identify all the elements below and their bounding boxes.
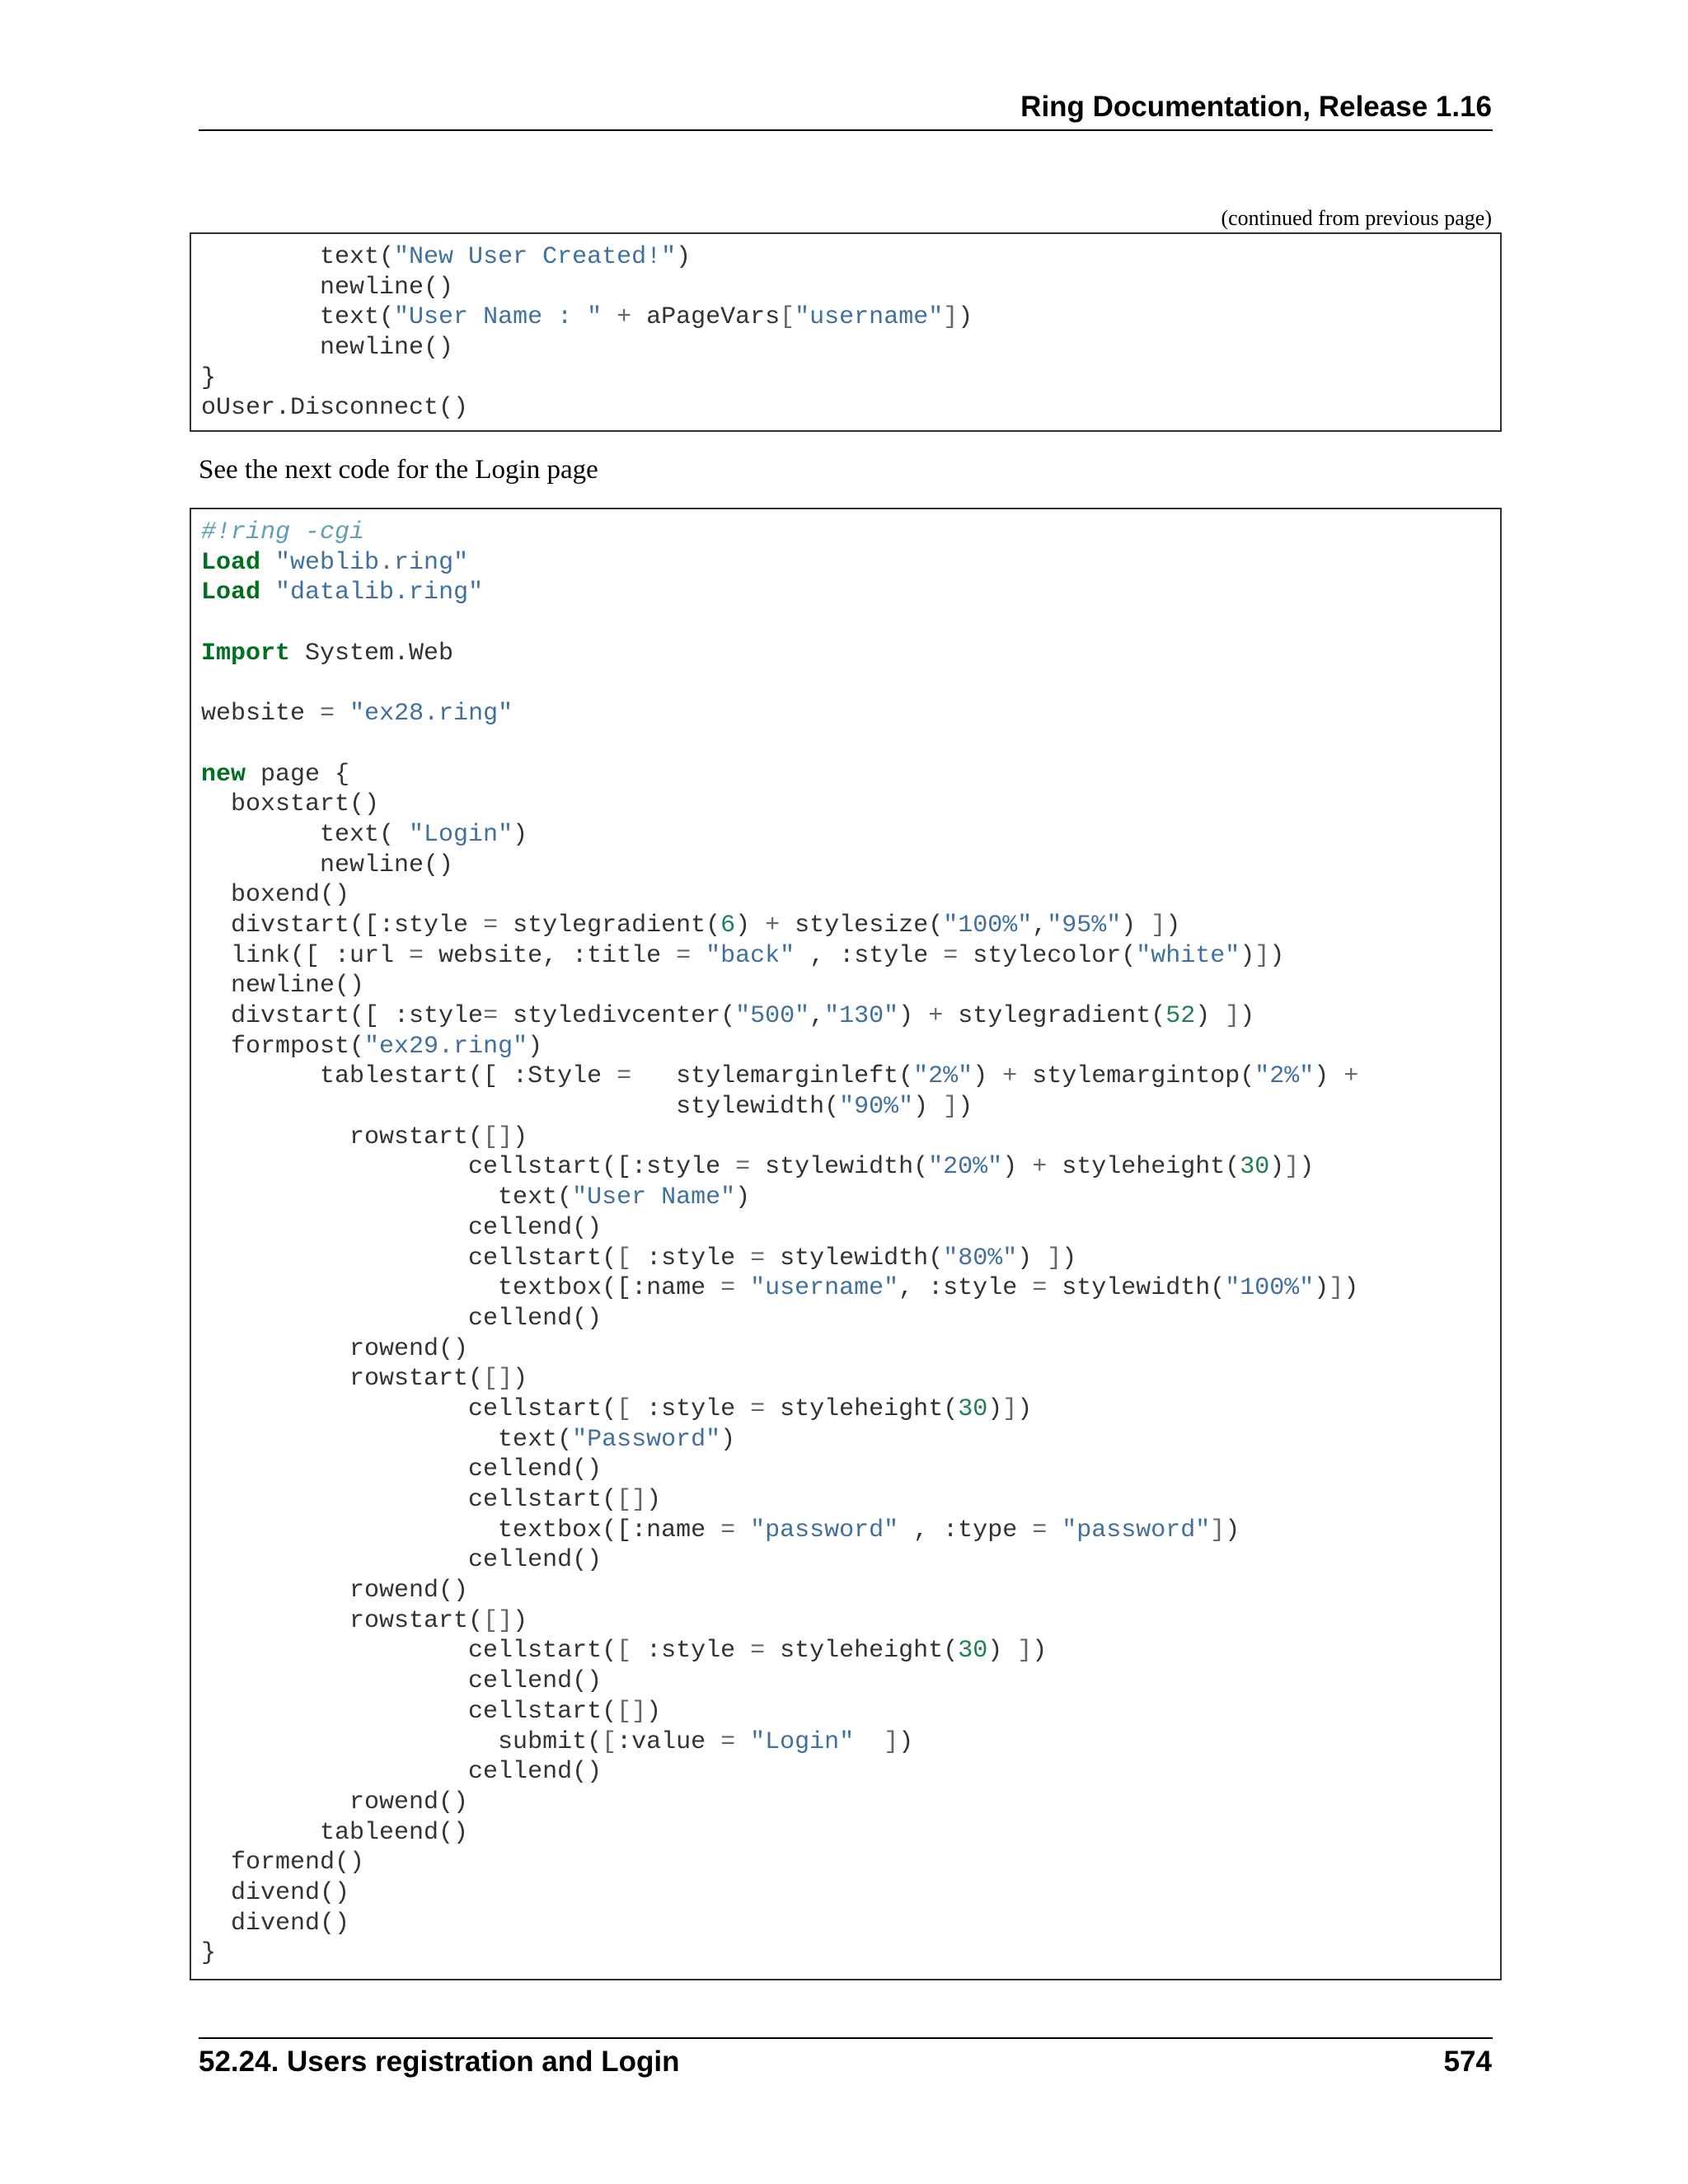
code-text: rowend() <box>201 1334 469 1363</box>
code-text: oUser.Disconnect() <box>201 394 469 423</box>
code-line <box>201 273 973 303</box>
string-literal: "Password" <box>572 1425 721 1454</box>
code-text: rowstart( <box>201 1122 484 1151</box>
code-lines <box>201 518 1358 1969</box>
code-text: stylemargintop( <box>1017 1062 1255 1091</box>
code-text: stylesize( <box>780 911 944 940</box>
code-text: formend() <box>201 1849 365 1877</box>
code-line <box>201 1757 1358 1788</box>
operator: [ <box>617 1244 632 1272</box>
continued-note: (continued from previous page) <box>1221 206 1492 230</box>
code-text: ) <box>1343 1274 1359 1303</box>
code-line <box>201 1364 1358 1394</box>
code-text: boxstart() <box>201 790 380 819</box>
code-line <box>201 1304 1358 1334</box>
code-text: cellstart( <box>201 1244 617 1272</box>
code-text: ) <box>1165 911 1181 940</box>
code-block-login <box>190 508 1502 1980</box>
operator: + <box>765 911 781 940</box>
code-line <box>201 1788 1358 1818</box>
operator: + <box>1343 1062 1359 1091</box>
code-line <box>201 302 973 333</box>
code-text: rowend() <box>201 1788 469 1816</box>
code-text: boxend() <box>201 881 350 910</box>
code-text: ) <box>1017 1394 1033 1423</box>
code-line <box>201 1666 1358 1697</box>
code-text: newline() <box>201 972 365 1001</box>
operator: [ <box>617 1637 632 1666</box>
code-text: ) <box>913 1093 944 1122</box>
string-literal: "username" <box>795 303 944 332</box>
code-text: cellstart( <box>201 1697 617 1726</box>
code-line <box>201 1848 1358 1878</box>
code-text: stylecolor( <box>958 941 1137 970</box>
string-literal: "password" <box>750 1516 899 1544</box>
code-line <box>201 880 1358 911</box>
code-text: ) <box>973 1062 1003 1091</box>
string-literal: "500" <box>735 1002 810 1030</box>
code-text: ) <box>1240 1002 1255 1030</box>
code-text <box>1047 1516 1062 1544</box>
footer-page-number: 574 <box>1443 2046 1492 2078</box>
code-line <box>201 760 1358 790</box>
code-text <box>854 1728 884 1756</box>
page-header-title: Ring Documentation, Release 1.16 <box>1020 91 1492 123</box>
code-line <box>201 1938 1358 1969</box>
code-text: website <box>201 700 321 729</box>
operator: = <box>1032 1516 1048 1544</box>
code-text: ) <box>528 1032 543 1061</box>
code-text: ) <box>1062 1244 1077 1272</box>
operator: + <box>617 303 632 332</box>
code-text: styleheight( <box>765 1394 959 1423</box>
code-line <box>201 911 1358 941</box>
code-text: ) <box>513 1122 528 1151</box>
code-line <box>201 941 1358 972</box>
code-line <box>201 1425 1358 1455</box>
code-text: ) <box>513 1365 528 1394</box>
string-literal: "20%" <box>928 1153 1003 1182</box>
code-line <box>201 333 973 363</box>
code-line <box>201 1032 1358 1062</box>
operator: [] <box>617 1486 647 1514</box>
code-line <box>201 1818 1358 1849</box>
code-text: rowstart( <box>201 1606 484 1635</box>
code-text: ) <box>1269 941 1285 970</box>
operator: ] <box>1002 1394 1018 1423</box>
code-text: text( <box>201 820 410 849</box>
operator: = <box>943 941 959 970</box>
code-text: ) <box>958 1093 973 1122</box>
code-text: ) <box>898 1727 914 1756</box>
operator: = <box>750 1394 766 1423</box>
string-literal: "white" <box>1136 941 1240 970</box>
operator: = <box>1032 1274 1048 1303</box>
code-text: text( <box>201 303 395 332</box>
code-text: ) <box>1240 941 1255 970</box>
code-line <box>201 1152 1358 1183</box>
code-text: aPageVars <box>631 303 781 332</box>
code-text: cellend() <box>201 1304 603 1333</box>
code-line <box>201 1576 1358 1606</box>
code-line <box>201 699 1358 729</box>
number-literal: 52 <box>1165 1002 1196 1030</box>
code-block-continued <box>190 232 1502 432</box>
body-paragraph: See the next code for the Login page <box>199 455 598 485</box>
code-line <box>201 1001 1358 1032</box>
operator: ] <box>943 1093 959 1122</box>
code-text: ) <box>987 1394 1003 1423</box>
operator: ] <box>943 303 959 332</box>
code-text: ) <box>1017 1244 1048 1272</box>
code-text: :value <box>617 1727 721 1756</box>
code-text: cellend() <box>201 1213 603 1242</box>
code-line <box>201 578 1358 608</box>
code-line <box>201 1727 1358 1758</box>
operator: = <box>720 1727 736 1756</box>
code-text: } <box>201 1939 217 1968</box>
code-text: stylewidth( <box>201 1093 840 1122</box>
code-line <box>201 1636 1358 1666</box>
code-line <box>201 1062 1358 1092</box>
code-text: ) <box>958 303 973 332</box>
code-text: cellstart( <box>201 1394 617 1423</box>
string-literal: "back" <box>706 941 795 970</box>
code-text <box>735 1516 750 1544</box>
code-text: cellstart( <box>201 1637 617 1666</box>
code-text: ) <box>1314 1274 1329 1303</box>
code-text: divend() <box>201 1909 350 1938</box>
operator: ] <box>1047 1244 1062 1272</box>
keyword: Load <box>201 579 261 607</box>
code-line <box>201 1606 1358 1637</box>
string-literal: "User Name : " <box>394 303 603 332</box>
operator: [] <box>617 1697 647 1726</box>
string-literal: "100%" <box>943 911 1033 940</box>
operator: = <box>409 941 424 970</box>
code-text: stylegradient( <box>498 911 721 940</box>
operator: [ <box>780 303 795 332</box>
code-text: cellend() <box>201 1455 603 1484</box>
number-literal: 6 <box>720 911 736 940</box>
operator: + <box>1002 1062 1018 1091</box>
code-line <box>201 518 1358 548</box>
code-line <box>201 548 1358 579</box>
code-text: text( <box>201 1183 573 1212</box>
code-line <box>201 1909 1358 1939</box>
code-text: cellstart([:style <box>201 1153 736 1182</box>
code-text: text( <box>201 243 395 271</box>
number-literal: 30 <box>1240 1153 1270 1182</box>
code-text: ) <box>646 1486 662 1514</box>
operator: = <box>676 941 692 970</box>
operator: = <box>617 1062 632 1091</box>
operator: [ <box>617 1394 632 1423</box>
comment: #!ring -cgi <box>201 518 365 546</box>
string-literal: "ex29.ring" <box>364 1032 528 1061</box>
code-text: :style <box>631 1394 751 1423</box>
code-text <box>735 1728 750 1756</box>
operator: = <box>483 1002 499 1030</box>
code-line <box>201 242 973 273</box>
string-literal: "Login" <box>750 1727 855 1756</box>
code-line <box>201 1273 1358 1304</box>
code-text: :style <box>631 1244 751 1272</box>
code-text: ) <box>646 1697 662 1726</box>
string-literal: "100%" <box>1225 1274 1315 1303</box>
code-text: cellend() <box>201 1546 603 1575</box>
operator: ] <box>1017 1637 1033 1666</box>
string-literal: "Login" <box>409 820 513 849</box>
code-text: } <box>201 363 217 392</box>
keyword: new <box>201 760 246 789</box>
code-text: ) <box>513 1606 528 1635</box>
code-text: ) <box>735 911 766 940</box>
operator: [] <box>483 1122 513 1151</box>
footer-divider <box>199 2037 1493 2039</box>
code-line <box>201 1545 1358 1576</box>
code-text: ) <box>513 820 528 849</box>
operator: ] <box>884 1727 899 1756</box>
code-text: newline() <box>201 273 454 302</box>
code-text: , <box>809 1002 825 1030</box>
operator: [] <box>483 1606 513 1635</box>
code-text: cellend() <box>201 1758 603 1787</box>
keyword: Load <box>201 548 261 577</box>
code-lines <box>201 242 973 424</box>
code-text: cellstart( <box>201 1486 617 1514</box>
code-line <box>201 971 1358 1001</box>
code-text: ) <box>1032 1637 1048 1666</box>
operator: + <box>1032 1153 1048 1182</box>
keyword: Import <box>201 639 291 668</box>
code-line <box>201 729 1358 760</box>
code-text: stylewidth( <box>750 1153 929 1182</box>
code-line <box>201 1455 1358 1485</box>
string-literal: "ex28.ring" <box>349 700 513 729</box>
operator: = <box>735 1153 751 1182</box>
code-text: newline() <box>201 851 454 879</box>
code-text: stylemarginleft( <box>631 1062 914 1091</box>
code-text: rowstart( <box>201 1365 484 1394</box>
code-line <box>201 639 1358 669</box>
code-text: ) <box>735 1183 751 1212</box>
operator: = <box>483 911 499 940</box>
operator: = <box>750 1244 766 1272</box>
header-divider <box>199 129 1493 131</box>
code-text: textbox([:name <box>201 1516 721 1544</box>
operator: ] <box>1225 1002 1240 1030</box>
code-text <box>260 549 275 577</box>
code-text: page { <box>246 760 350 789</box>
number-literal: 30 <box>958 1637 988 1666</box>
code-text: ) <box>1121 911 1151 940</box>
code-text: ) <box>987 1637 1018 1666</box>
string-literal: "80%" <box>943 1244 1018 1272</box>
code-text: textbox([:name <box>201 1274 721 1303</box>
code-text: ) <box>1314 1062 1344 1091</box>
code-line <box>201 1334 1358 1365</box>
code-line <box>201 1697 1358 1727</box>
code-text: link([ :url <box>201 941 410 970</box>
code-text: ) <box>898 1002 929 1030</box>
code-line <box>201 1122 1358 1153</box>
code-line <box>201 393 973 424</box>
code-text: styledivcenter( <box>498 1002 736 1030</box>
code-text: System.Web <box>290 639 454 668</box>
operator: = <box>320 700 335 729</box>
code-line <box>201 1516 1358 1546</box>
code-line <box>201 851 1358 881</box>
operator: ] <box>1210 1516 1226 1544</box>
code-text: divstart([ :style <box>201 1002 484 1030</box>
code-text: ) <box>1195 1002 1226 1030</box>
code-text: ) <box>720 1425 736 1454</box>
operator: [ <box>602 1727 617 1756</box>
operator: [] <box>483 1365 513 1394</box>
code-line <box>201 790 1358 820</box>
code-text: ) <box>1269 1153 1285 1182</box>
code-text: tablestart([ :Style <box>201 1062 617 1091</box>
code-line <box>201 363 973 394</box>
string-literal: "New User Created!" <box>394 243 677 271</box>
code-text: ) <box>1225 1516 1240 1544</box>
string-literal: "username" <box>750 1274 899 1303</box>
operator: = <box>720 1274 736 1303</box>
code-line <box>201 1183 1358 1213</box>
code-text: submit( <box>201 1727 603 1756</box>
code-text: website, :title <box>424 941 677 970</box>
code-text <box>735 1274 750 1302</box>
code-text: cellend() <box>201 1667 603 1696</box>
operator: ] <box>1329 1274 1344 1303</box>
operator: ] <box>1284 1153 1300 1182</box>
footer-section-title: 52.24. Users registration and Login <box>199 2046 680 2078</box>
code-text: , :type <box>898 1516 1033 1544</box>
string-literal: "90%" <box>839 1093 914 1122</box>
code-text: stylewidth( <box>765 1244 944 1272</box>
code-text: styleheight( <box>765 1637 959 1666</box>
operator: ] <box>1151 911 1166 940</box>
code-line <box>201 1485 1358 1516</box>
code-text: stylegradient( <box>943 1002 1166 1030</box>
code-text: tableend() <box>201 1818 469 1847</box>
code-text: divstart([:style <box>201 911 484 940</box>
code-text <box>260 579 275 607</box>
string-literal: "2%" <box>913 1062 973 1091</box>
code-text: styleheight( <box>1047 1153 1240 1182</box>
code-text: ) <box>1002 1153 1033 1182</box>
code-text: newline() <box>201 334 454 363</box>
code-text <box>602 303 617 331</box>
code-text: ) <box>676 243 692 271</box>
code-text: divend() <box>201 1878 350 1907</box>
operator: ] <box>1254 941 1270 970</box>
operator: + <box>928 1002 944 1030</box>
string-literal: "User Name" <box>572 1183 736 1212</box>
string-literal: "password" <box>1062 1516 1211 1544</box>
code-text: text( <box>201 1425 573 1454</box>
code-line <box>201 1213 1358 1244</box>
code-text: ) <box>1299 1153 1315 1182</box>
code-line <box>201 608 1358 639</box>
code-line <box>201 820 1358 851</box>
number-literal: 30 <box>958 1394 988 1423</box>
code-text <box>335 700 349 728</box>
code-line <box>201 668 1358 699</box>
code-text: , <box>1032 911 1048 940</box>
string-literal: "95%" <box>1047 911 1122 940</box>
code-text: rowend() <box>201 1577 469 1605</box>
code-text: , :style <box>898 1274 1033 1303</box>
code-text: formpost( <box>201 1032 365 1061</box>
code-text: :style <box>631 1637 751 1666</box>
string-literal: "weblib.ring" <box>275 548 469 577</box>
code-line <box>201 1394 1358 1425</box>
string-literal: "datalib.ring" <box>275 579 484 607</box>
code-line <box>201 1878 1358 1909</box>
code-line <box>201 1244 1358 1274</box>
operator: = <box>720 1516 736 1544</box>
operator: = <box>750 1637 766 1666</box>
code-line <box>201 1092 1358 1122</box>
code-text: , :style <box>795 941 944 970</box>
code-text: stylewidth( <box>1047 1274 1226 1303</box>
code-text <box>691 942 706 970</box>
string-literal: "2%" <box>1254 1062 1315 1091</box>
string-literal: "130" <box>824 1002 899 1030</box>
